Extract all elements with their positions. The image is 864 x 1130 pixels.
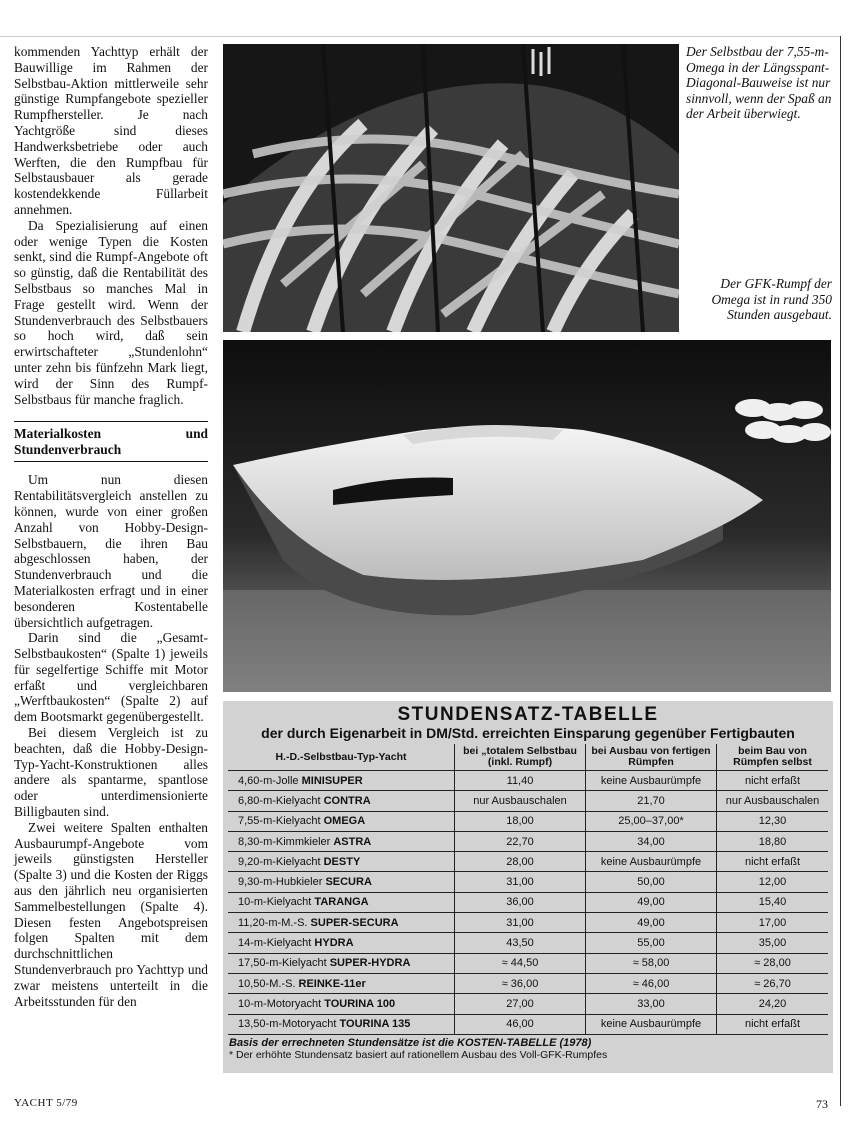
table-row	[228, 872, 828, 892]
paragraph-2: Da Spezialisierung auf einen oder wenige Typen die Kosten senkt, sind die Rumpf-Angebote oft so günstig, daß die Rentabilität des Selbstbaus so manches Mal in Frage gestellt wird. Wenn der Stundenverbrauch des Selbstbauers so hoch wird, daß sein erwirtschafteter „Stundenlohn“ unter zehn bis fünfzehn Mark liegt, wird der Sinn des Rumpf-Selbstbaus für manche fraglich.	[14, 217, 208, 407]
footer-issue: YACHT 5/79	[14, 1097, 78, 1109]
own-hull-cell: 12,00	[717, 872, 829, 892]
total-selfbuild-cell: 27,00	[455, 994, 586, 1014]
table-subtitle: der durch Eigenarbeit in DM/Std. erreichten Einsparung gegenüber Fertigbauten	[261, 725, 795, 741]
table-row	[228, 913, 828, 933]
yacht-type-cell	[228, 811, 455, 831]
top-rule	[0, 36, 841, 37]
own-hull-cell: nur Ausbauschalen	[717, 791, 829, 811]
finished-hull-cell: 33,00	[586, 994, 717, 1014]
finished-hull-cell: 25,00–37,00*	[586, 811, 717, 831]
yacht-type-cell	[228, 994, 455, 1014]
yacht-type-prefix: 10-m-Motoryacht	[238, 997, 322, 1010]
yacht-type-name: ASTRA	[333, 835, 372, 848]
finished-hull-cell: 21,70	[586, 791, 717, 811]
own-hull-cell: nicht erfaßt	[717, 771, 829, 791]
yacht-type-cell	[228, 933, 455, 953]
yacht-type-name: SUPER-SECURA	[310, 916, 399, 929]
yacht-type-prefix: 9,30-m-Hubkieler	[238, 876, 323, 889]
table-row	[228, 791, 828, 811]
finished-hull-cell: 50,00	[586, 872, 717, 892]
hull-framing-image	[223, 44, 679, 332]
table-grid	[228, 744, 828, 1035]
yacht-type-prefix: 10-m-Kielyacht	[238, 896, 312, 909]
total-selfbuild-cell: nur Ausbauschalen	[455, 791, 586, 811]
header-type: H.-D.-Selbstbau-Typ-Yacht	[228, 744, 455, 771]
total-selfbuild-cell: 31,00	[455, 913, 586, 933]
hull-framing-photo	[223, 44, 679, 332]
section-heading: Materialkosten und Stundenverbrauch	[14, 421, 208, 462]
yacht-type-name: HYDRA	[314, 937, 354, 950]
finished-hull-cell: ≈ 46,00	[586, 973, 717, 993]
finished-hull-cell: keine Ausbaurümpfe	[586, 1014, 717, 1034]
stundensatz-table	[223, 701, 833, 1073]
total-selfbuild-cell: ≈ 36,00	[455, 973, 586, 993]
table-row	[228, 852, 828, 872]
own-hull-cell: nicht erfaßt	[717, 1014, 829, 1034]
own-hull-cell: 35,00	[717, 933, 829, 953]
caption-bottom: Der GFK-Rumpf der Omega ist in rund 350 Stunden ausgebaut.	[711, 276, 832, 323]
total-selfbuild-cell: ≈ 44,50	[455, 953, 586, 973]
yacht-type-cell	[228, 1014, 455, 1034]
total-selfbuild-cell: 46,00	[455, 1014, 586, 1034]
finished-hull-cell: 34,00	[586, 831, 717, 851]
own-hull-cell: ≈ 26,70	[717, 973, 829, 993]
own-hull-cell: ≈ 28,00	[717, 953, 829, 973]
yacht-type-cell	[228, 791, 455, 811]
total-selfbuild-cell: 22,70	[455, 831, 586, 851]
right-rule	[840, 36, 841, 1106]
yacht-type-cell	[228, 852, 455, 872]
header-own-hull: beim Bau von Rümpfen selbst	[717, 744, 829, 771]
yacht-type-prefix: 14-m-Kielyacht	[238, 937, 312, 950]
table-row	[228, 953, 828, 973]
yacht-type-name: TARANGA	[314, 896, 369, 909]
total-selfbuild-cell: 36,00	[455, 892, 586, 912]
yacht-type-cell	[228, 831, 455, 851]
paragraph-1: kommenden Yachttyp erhält der Bauwillige im Rahmen der Selbstbau-Aktion mittlerweile sehr günstige Rumpfangebote spezieller Rumpfhersteller. Je nach Yachtgröße sind dieses Handwerksbetriebe oder auch Werften, die den Rumpfbau für Selbstausbauer als gerade kostendekkende Füllarbeit annehmen.	[14, 44, 208, 217]
yacht-type-cell	[228, 771, 455, 791]
table-row	[228, 973, 828, 993]
finished-hull-cell: 49,00	[586, 892, 717, 912]
yacht-type-cell	[228, 892, 455, 912]
yacht-type-name: TOURINA 100	[324, 997, 396, 1010]
table-row	[228, 892, 828, 912]
yacht-type-prefix: 6,80-m-Kielyacht	[238, 794, 321, 807]
total-selfbuild-cell: 28,00	[455, 852, 586, 872]
yacht-type-name: SECURA	[325, 876, 372, 889]
own-hull-cell: nicht erfaßt	[717, 852, 829, 872]
gfk-hull-photo	[223, 340, 831, 692]
table-row	[228, 831, 828, 851]
yacht-type-prefix: 7,55-m-Kielyacht	[238, 815, 321, 828]
yacht-type-cell	[228, 953, 455, 973]
left-text-column	[14, 44, 208, 1009]
own-hull-cell: 24,20	[717, 994, 829, 1014]
yacht-type-prefix: 13,50-m-Motoryacht	[238, 1018, 337, 1031]
table-footnote-basis: Basis der errechneten Stundensätze ist die KOSTEN-TABELLE (1978)	[229, 1036, 592, 1049]
total-selfbuild-cell: 18,00	[455, 811, 586, 831]
yacht-type-name: TOURINA 135	[339, 1018, 411, 1031]
yacht-type-name: REINKE-11er	[298, 977, 366, 990]
table-row	[228, 771, 828, 791]
yacht-type-name: MINISUPER	[301, 774, 363, 787]
yacht-type-prefix: 8,30-m-Kimmkieler	[238, 835, 331, 848]
own-hull-cell: 15,40	[717, 892, 829, 912]
yacht-type-cell	[228, 913, 455, 933]
yacht-type-prefix: 17,50-m-Kielyacht	[238, 957, 327, 970]
total-selfbuild-cell: 11,40	[455, 771, 586, 791]
finished-hull-cell: keine Ausbaurümpfe	[586, 771, 717, 791]
own-hull-cell: 17,00	[717, 913, 829, 933]
table-footnote-asterisk: * Der erhöhte Stundensatz basiert auf rationellem Ausbau des Voll-GFK-Rumpfes	[229, 1048, 608, 1061]
yacht-type-name: DESTY	[323, 855, 361, 868]
table-row	[228, 994, 828, 1014]
total-selfbuild-cell: 43,50	[455, 933, 586, 953]
yacht-type-cell	[228, 872, 455, 892]
yacht-type-prefix: 10,50-M.-S.	[238, 977, 296, 990]
yacht-type-prefix: 4,60-m-Jolle	[238, 774, 299, 787]
table-title: STUNDENSATZ-TABELLE	[397, 704, 659, 725]
yacht-type-prefix: 9,20-m-Kielyacht	[238, 855, 321, 868]
total-selfbuild-cell: 31,00	[455, 872, 586, 892]
table-row	[228, 811, 828, 831]
paragraph-4: Darin sind die „Gesamt-Selbstbaukosten“ (Spalte 1) jeweils für segelfertige Schiffe mit Motor erfaßt und vergleichbaren „Werftbaukosten“ (Spalte 2) auf dem Bootsmarkt gegenübergestellt.	[14, 630, 208, 725]
finished-hull-cell: 55,00	[586, 933, 717, 953]
yacht-type-name: OMEGA	[323, 815, 366, 828]
yacht-type-name: SUPER-HYDRA	[329, 957, 411, 970]
paragraph-3: Um nun diesen Rentabilitätsvergleich anstellen zu können, wurde von einer großen Anzahl von Hobby-Design-Selbstbauern, die ihren Bau abgeschlossen haben, der Stundenverbrauch und die Materialkosten erfragt und in einer besonderen Kostentabelle übersichtlich aufgetragen.	[14, 472, 208, 630]
table-header-row	[228, 744, 828, 771]
header-total: bei „totalem Selbstbau (inkl. Rumpf)	[455, 744, 586, 771]
paragraph-6: Zwei weitere Spalten enthalten Ausbaurumpf-Angebote vom jeweils günstigsten Hersteller (Spalte 3) und die Kosten der Riggs aus den jährlich neu organisierten Sammelbestellungen (Spalte 4). Diesen festen Angebotspreisen folgen Spalten mit dem durchschnittlichen Stundenverbrauch pro Yachttyp und zwar meistens unterteilt in die Arbeitsstunden für den	[14, 819, 208, 1009]
table-row	[228, 1014, 828, 1034]
caption-top: Der Selbstbau der 7,55-m-Omega in der Längsspant-Diagonal-Bauweise ist nur sinnvoll, wenn der Spaß an der Arbeit überwiegt.	[686, 44, 832, 122]
yacht-type-cell	[228, 973, 455, 993]
yacht-type-prefix: 11,20-m-M.-S.	[238, 916, 308, 929]
page-number: 73	[816, 1097, 828, 1111]
gfk-hull-image	[223, 340, 831, 692]
finished-hull-cell: 49,00	[586, 913, 717, 933]
finished-hull-cell: ≈ 58,00	[586, 953, 717, 973]
table-row	[228, 933, 828, 953]
paragraph-5: Bei diesem Vergleich ist zu beachten, daß die Hobby-Design-Typ-Yacht-Konstruktionen alles andere als spantarme, spantlose oder unterdimensionierte Billigbauten sind.	[14, 725, 208, 820]
own-hull-cell: 18,80	[717, 831, 829, 851]
own-hull-cell: 12,30	[717, 811, 829, 831]
finished-hull-cell: keine Ausbaurümpfe	[586, 852, 717, 872]
yacht-type-name: CONTRA	[323, 794, 371, 807]
header-finished-hull: bei Ausbau von fertigen Rümpfen	[586, 744, 717, 771]
